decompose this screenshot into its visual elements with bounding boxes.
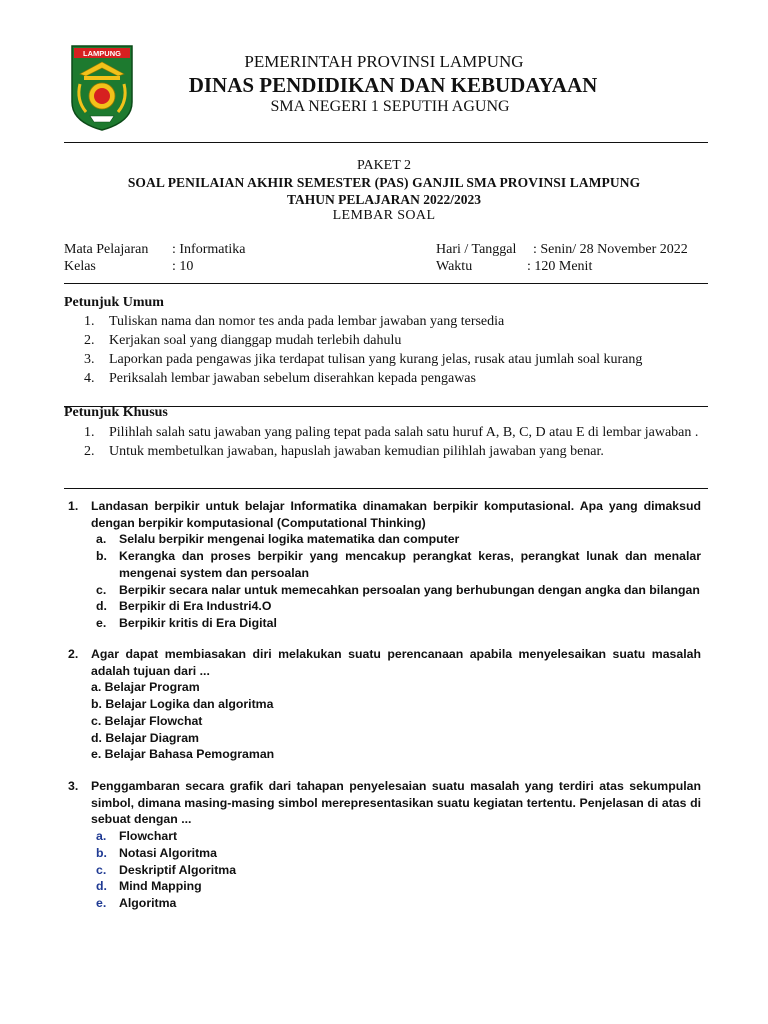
subject-value: : Informatika [172,242,246,257]
government-name: PEMERINTAH PROVINSI LAMPUNG [244,52,524,71]
school-name: SMA NEGERI 1 SEPUTIH AGUNG [270,98,510,115]
option-c: c. Belajar Flowchat [91,713,203,728]
list-item: 1. Tuliskan nama dan nomor tes anda pada lembar jawaban yang tersedia [84,314,505,329]
class-label: Kelas [64,259,96,274]
question-3: 3. Penggambaran secara grafik dari tahapan penyelesaian suatu masalah yang terdiri atas sekumpulan simbol, dimana masing-masing simbol merepresentasikan suatu kegiatan tertentu. Penjelasan di atas di sebuat dengan ... a. Flowchart b. Notasi Algoritma c. Deskriptif Algoritma d. Mind Mapping e. Algoritma [64,778,701,912]
option-d: d. Belajar Diagram [91,730,199,745]
option-e: e. Algoritma [96,895,177,910]
question-text: Agar dapat membiasakan diri melakukan suatu perencanaan apabila menyelesaikan suatu masalah adalah tujuan dari ... [91,647,701,678]
list-item: 4. Periksalah lembar jawaban sebelum diserahkan kepada pengawas [84,371,476,386]
general-instructions-list [64,312,708,388]
special-instructions-title: Petunjuk Khusus [64,405,168,420]
date-value: : Senin/ 28 November 2022 [533,242,688,257]
option-a: a. Flowchart [96,829,178,844]
option-b: b. Kerangka dan proses berpikir yang mencakup perangkat keras, perangkat lunak dan menalar mengenai system dan persoalan [96,549,701,580]
list-item: 3. Laporkan pada pengawas jika terdapat tulisan yang kurang jelas, rusak atau jumlah soal kurang [84,352,643,367]
date-label: Hari / Tanggal [436,242,517,257]
option-e: e. Berpikir kritis di Era Digital [96,615,277,630]
option-b: b. Notasi Algoritma [96,845,217,860]
special-instructions-list [64,423,708,461]
list-item: 2. Untuk membetulkan jawaban, hapuslah jawaban kemudian pilihlah jawaban yang benar. [84,444,604,459]
logo-text: LAMPUNG [83,49,121,58]
list-item: 2. Kerjakan soal yang dianggap mudah terlebih dahulu [84,333,402,348]
question-text: Landasan berpikir untuk belajar Informatika dinamakan berpikir komputasional. Apa yang dimaksud dengan berpikir komputasional (Computational Thinking) [91,499,701,530]
academic-year: TAHUN PELAJARAN 2022/2023 [286,192,481,207]
option-a: a. Selalu berpikir mengenai logika matematika dan computer [96,532,460,547]
option-c: c. Deskriptif Algoritma [96,862,237,877]
info-divider [64,283,708,284]
option-b: b. Belajar Logika dan algoritma [91,697,274,712]
section-divider [64,488,708,489]
exam-title: SOAL PENILAIAN AKHIR SEMESTER (PAS) GANJIL SMA PROVINSI LAMPUNG [127,175,641,190]
option-a: a. Belajar Program [91,680,200,695]
option-d: d. Mind Mapping [96,879,202,894]
duration-value: : 120 Menit [527,259,593,274]
question-text: Penggambaran secara grafik dari tahapan penyelesaian suatu masalah yang terdiri atas sekumpulan simbol, dimana masing-masing simbol merepresentasikan suatu kegiatan tertentu. Penjelasan di atas di sebuat dengan ... [91,779,701,827]
header-divider [64,142,708,143]
list-item: 1. Pilihlah salah satu jawaban yang paling tepat pada salah satu huruf A, B, C, D atau E di lembar jawaban . [84,425,699,440]
option-d: d. Berpikir di Era Industri4.O [96,599,272,614]
question-2: 2. Agar dapat membiasakan diri melakukan suatu perencanaan apabila menyelesaikan suatu masalah adalah tujuan dari ... a. Belajar Program b. Belajar Logika dan algoritma c. Belajar Flowchat d. Belajar Diagram e. Belajar Bahasa Pemograman [68,647,701,762]
subject-label: Mata Pelajaran [64,242,149,257]
general-instructions-title: Petunjuk Umum [64,295,164,310]
option-e: e. Belajar Bahasa Pemograman [91,747,275,762]
department-name: DINAS PENDIDIKAN DAN KEBUDAYAAN [188,73,598,97]
duration-label: Waktu [436,259,473,274]
question-1: 1. Landasan berpikir untuk belajar Informatika dinamakan berpikir komputasional. Apa yang dimaksud dengan berpikir komputasional (Computational Thinking) a. Selalu berpikir mengenai logika matematika dan computer b. Kerangka dan proses berpikir yang mencakup perangkat keras, perangkat lunak dan menalar mengenai system dan persoalan c. Berpikir secara nalar untuk memecahkan persoalan yang berhubungan dengan angka dan bilangan d. Berpikir di Era Industri4.O e. Berpikir kritis di Era Digital [64,498,701,632]
sheet-title: LEMBAR SOAL [332,208,436,223]
option-c: c. Berpikir secara nalar untuk memecahkan persoalan yang berhubungan dengan angka dan bilangan [96,582,700,597]
paket-label: PAKET 2 [356,158,412,173]
class-value: : 10 [172,259,194,274]
